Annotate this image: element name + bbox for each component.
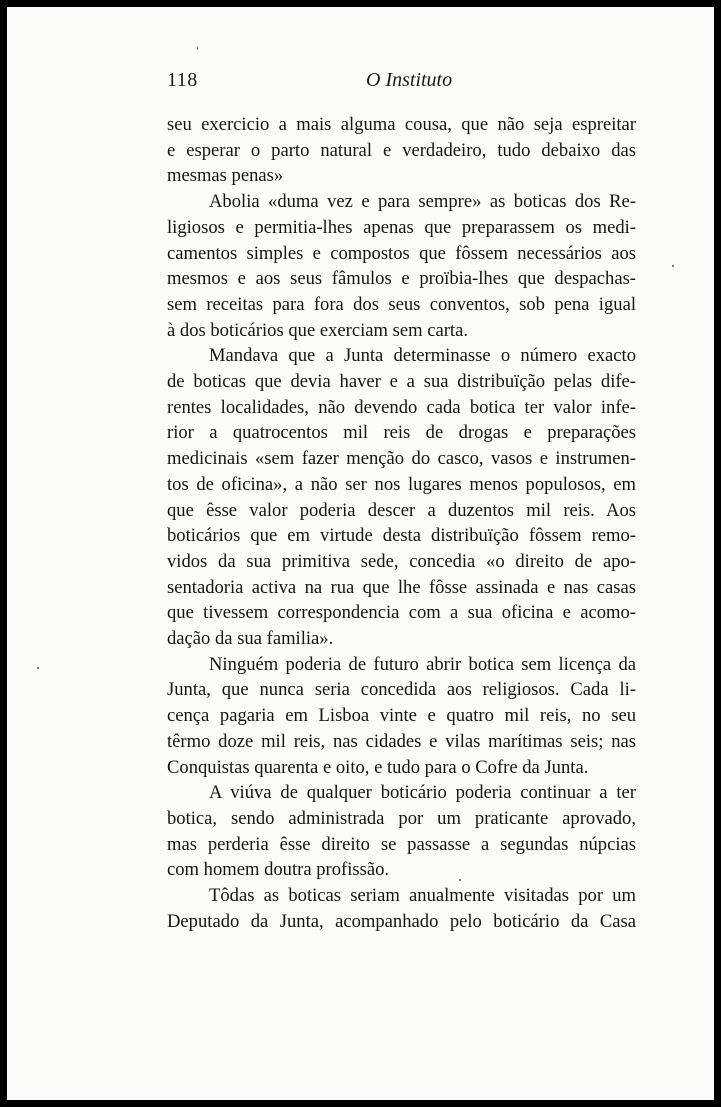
text-line: cença pagaria em Lisboa vinte e quatro mil reis, no seu (167, 705, 636, 727)
text-line: à dos boticários que exerciam sem carta. (167, 319, 468, 341)
text-line: com homem doutra profissão. (167, 859, 390, 881)
text-line: Mandava que a Junta determinasse o número exacto (209, 345, 636, 367)
text-line: seu exercicio a mais alguma cousa, que não seja espreitar (167, 114, 636, 135)
text-line: botica, sendo administrada por um praticante aprovado, (167, 807, 636, 829)
paragraph (167, 112, 636, 189)
text-line: que êsse valor poderia descer a duzentos mil reis. Aos (167, 499, 636, 521)
scan-speck (37, 667, 39, 669)
text-line: dação da sua familia». (167, 628, 334, 650)
paragraph (167, 343, 636, 651)
text-line: que tivessem correspondencia com a sua oficina e acomo- (167, 602, 636, 624)
text-line: Tôdas as boticas seriam anualmente visitadas por um (209, 885, 636, 907)
text-line: Junta, que nunca seria concedida aos religiosos. Cada li- (167, 679, 636, 701)
page-number: 118 (167, 69, 198, 91)
paragraph (167, 780, 636, 883)
text-line: camentos simples e compostos que fôssem necessários aos (167, 242, 636, 264)
text-line: sem receitas para fora dos seus conventos, sob pena igual (167, 293, 636, 315)
paragraph (167, 652, 636, 781)
text-line: e esperar o parto natural e verdadeiro, tudo debaixo das (167, 139, 636, 161)
text-line: medicinais «sem fazer menção do casco, vasos e instrumen- (167, 448, 636, 470)
text-line: mesmos e aos seus fâmulos e proïbia-lhes que despachas- (167, 268, 636, 290)
text-line: vidos da sua primitiva sede, concedia «o direito de apo- (167, 550, 636, 572)
text-line: mas perderia êsse direito se passasse a segundas núpcias (167, 833, 636, 855)
body-text (167, 112, 636, 935)
page-header (7, 69, 714, 99)
paragraph (167, 189, 636, 343)
paragraph (167, 883, 636, 934)
text-line: mesmas penas» (167, 165, 284, 187)
text-line: têrmo doze mil reis, nas cidades e vilas marítimas seis; nas (167, 730, 636, 752)
scan-speck (197, 47, 198, 50)
scan-speck (459, 879, 461, 881)
running-title: O Instituto (366, 69, 453, 91)
text-line: Ninguém poderia de futuro abrir botica sem licença da (209, 653, 636, 675)
text-line: Deputado da Junta, acompanhado pelo boticário da Casa (167, 910, 636, 932)
text-line: boticários que em virtude desta distribuïção fôssem remo- (167, 525, 636, 547)
scan-speck (672, 265, 674, 267)
book-page (7, 7, 714, 1100)
text-line: Abolia «duma vez e para sempre» as boticas dos Re- (209, 191, 636, 213)
text-line: rior a quatrocentos mil reis de drogas e preparações (167, 422, 636, 444)
text-line: tos de oficina», a não ser nos lugares menos populosos, em (167, 473, 636, 495)
text-line: de boticas que devia haver e a sua distribuïção pelas dife- (167, 371, 636, 393)
text-line: A viúva de qualquer boticário poderia continuar a ter (209, 782, 636, 804)
text-line: rentes localidades, não devendo cada botica ter valor infe- (167, 396, 636, 418)
text-line: Conquistas quarenta e oito, e tudo para o Cofre da Junta. (167, 756, 589, 778)
text-line: ligiosos e permitia-lhes apenas que preparassem os medi- (167, 216, 636, 238)
text-line: sentadoria activa na rua que lhe fôsse assinada e nas casas (167, 576, 636, 598)
